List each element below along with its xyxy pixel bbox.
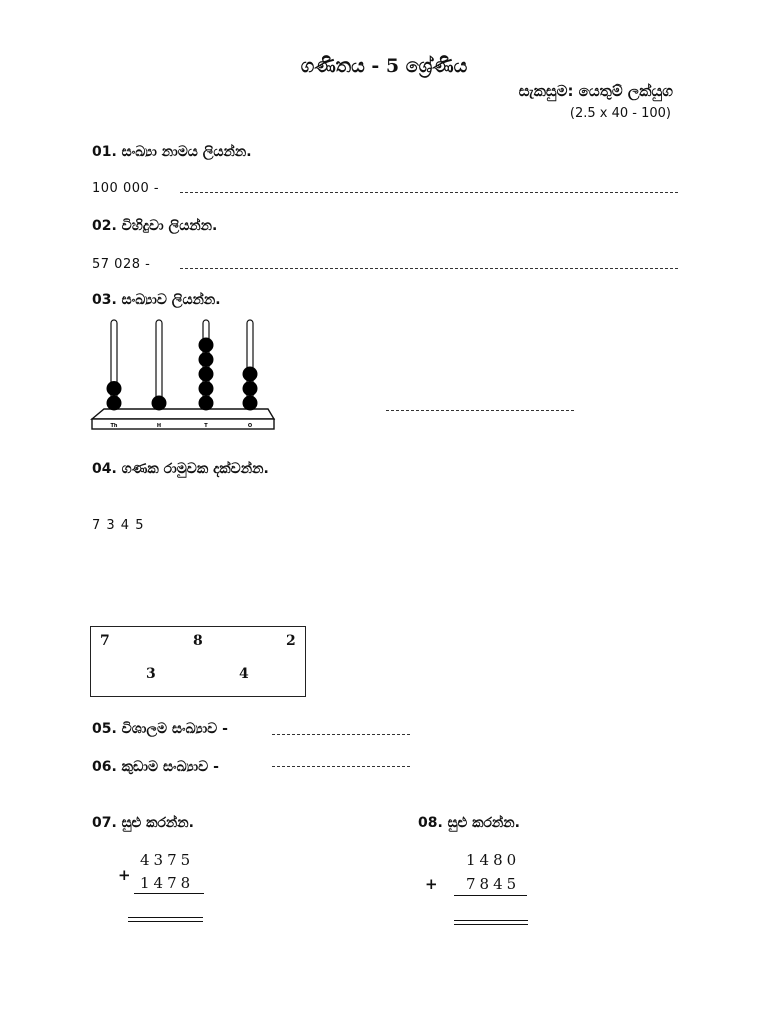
question-1-label: 01. සංඛ්‍යා නාමය ලියන්න. [92, 144, 252, 160]
q8-top-number: 1480 [466, 851, 521, 869]
abacus-bead [107, 396, 122, 411]
answer-line-6[interactable] [272, 766, 410, 767]
abacus-bead [152, 396, 167, 411]
digit-box-digit: 8 [193, 633, 203, 649]
q7-plus-sign: + [118, 866, 135, 884]
answer-line-3[interactable] [386, 410, 574, 411]
digit-box-digit: 3 [146, 666, 156, 682]
question-3-label: 03. සංඛ්‍යාව ලියන්න. [92, 292, 221, 308]
question-2-number: 57 028 - [92, 257, 151, 272]
question-2-label: 02. විහිදුවා ලියන්න. [92, 218, 218, 234]
abacus-base [92, 419, 274, 429]
abacus-bead [243, 367, 258, 382]
digit-box-digit: 7 [100, 633, 110, 649]
abacus-place-label: Th [110, 423, 118, 429]
digit-box-digit: 2 [286, 633, 296, 649]
abacus-bead [243, 381, 258, 396]
digit-box-digit: 4 [239, 666, 249, 682]
q8-plus-sign: + [425, 875, 442, 893]
abacus-place-label: O [247, 423, 253, 429]
q7-top-number: 4375 [140, 851, 195, 869]
answer-line-1[interactable] [180, 192, 678, 193]
digit-box [90, 626, 306, 697]
answer-line-5[interactable] [272, 734, 410, 735]
q8-bottom-number: 7845 [466, 875, 521, 893]
abacus-place-label: T [204, 423, 208, 429]
page-title: ගණිතය - 5 ශ්‍රේණිය [300, 55, 468, 77]
question-6-label: 06. කුඩාම සංඛ්‍යාව - [92, 759, 219, 775]
abacus-diagram [88, 316, 278, 434]
q8-answer-line[interactable] [454, 920, 528, 925]
abacus-place-label: H [156, 423, 162, 429]
marks-scheme: (2.5 x 40 - 100) [569, 106, 671, 121]
author-line: සැකසුම: යෙතුම් ලක්යුග [518, 82, 673, 100]
abacus-bead [107, 381, 122, 396]
abacus-bead [243, 396, 258, 411]
question-7-label: 07. සුළු කරන්න. [92, 815, 194, 831]
question-1-number: 100 000 - [92, 181, 160, 196]
question-8-label: 08. සුළු කරන්න. [418, 815, 520, 831]
abacus-bead [199, 338, 214, 353]
abacus-bead [199, 352, 214, 367]
answer-line-2[interactable] [180, 268, 678, 269]
q7-answer-line[interactable] [128, 917, 203, 922]
question-4-label: 04. ගණක රාමුවක දක්වන්න. [92, 461, 269, 477]
abacus-base-top [92, 409, 274, 419]
q7-sum-rule [134, 893, 204, 894]
q8-sum-rule [454, 895, 527, 896]
question-5-label: 05. විශාලම සංඛ්‍යාව - [92, 721, 228, 737]
abacus-bead [199, 381, 214, 396]
question-4-number: 7 3 4 5 [92, 518, 145, 533]
q7-bottom-number: 1478 [140, 874, 195, 892]
abacus-bead [199, 367, 214, 382]
abacus-bead [199, 396, 214, 411]
